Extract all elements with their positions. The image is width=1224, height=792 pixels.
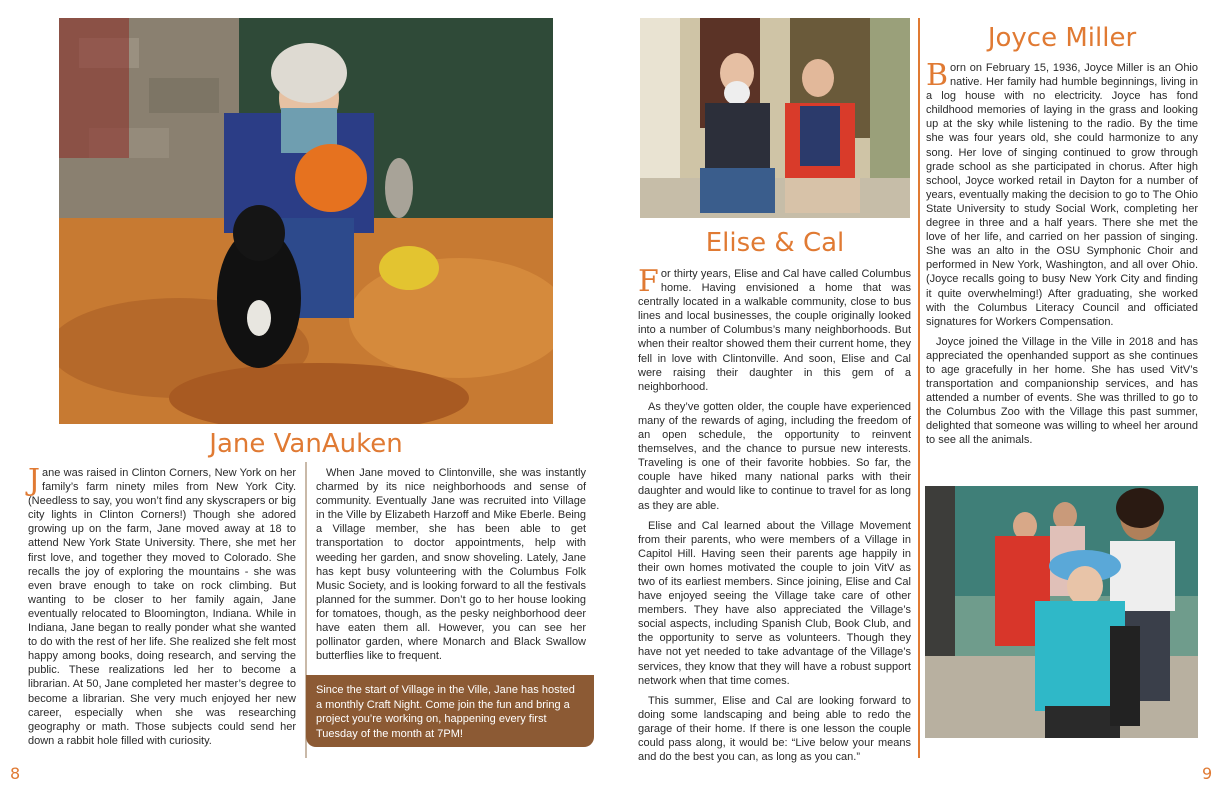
jane-title: Jane VanAuken bbox=[209, 429, 403, 459]
elise-cal-paragraph-4: This summer, Elise and Cal are looking forward to doing some landscaping and being able to redo the garage of their home. If there is one lesson the couple could pass along, it would be: “Live below your means and do the best you can, as long as you can.” bbox=[638, 694, 911, 764]
elise-cal-paragraph-3: Elise and Cal learned about the Village Movement from their parents, who were members of a Village in Capitol Hill. Having seen their parents age happily in their own homes motivated the couple to join VitV as two of its earliest members. Since joining, Elise and Cal have enjoyed seeing the Village take care of other members. They have also appreciated the Village’s social aspects, including Spanish Club, Book Club, and the opportunity to serve as volunteers. Though they have not yet needed to take advantage of the Village’s services, they know that they will have a robust support network when that time comes. bbox=[638, 519, 911, 687]
right-column-divider bbox=[918, 18, 920, 758]
joyce-column bbox=[926, 58, 1198, 454]
jane-photo bbox=[59, 18, 553, 424]
joyce-photo bbox=[925, 486, 1198, 738]
jane-column-2 bbox=[316, 466, 586, 669]
jane-paragraph-1: ane was raised in Clinton Corners, New York on her family’s farm ninety miles from New York City. (Needless to say, you won’t find any skyscrapers or big city lights in Clinton Corners!) Though she adored growing up on the farm, Jane moved away at 18 to attend New York State University. There, she met her first love, and together they moved to Colorado. She recalls the joy of exploring the mountains - she was even brave enough to take on rock climbing. But wanting to be closer to her family again, Jane eventually relocated to Bloomington, Indiana. While in Indiana, Jane began to really ponder what she wanted to do with the rest of her life. She realized she felt most happy among books, doing research, and serving the public. These realizations led her to become a librarian. At 50, Jane completed her master’s degree to become a librarian. She very much enjoyed her new career, especially when she was researching geography or math. Those subjects could send her down a rabbit hole filled with curiosity. bbox=[28, 467, 296, 747]
joyce-dropcap: B bbox=[926, 58, 949, 93]
elise-cal-photo bbox=[640, 18, 910, 218]
elise-cal-dropcap: F bbox=[638, 264, 659, 299]
jane-dropcap: J bbox=[28, 463, 41, 498]
elise-cal-title: Elise & Cal bbox=[705, 228, 845, 258]
jane-column-1 bbox=[28, 463, 296, 754]
craft-night-callout: Since the start of Village in the Ville, Jane has hosted a monthly Craft Night. Come join the fun and bring a project you’re working on, happening every first Tuesday of the month at 7PM! bbox=[306, 675, 594, 747]
joyce-title: Joyce Miller bbox=[987, 23, 1137, 53]
page-number-right: 9 bbox=[1202, 764, 1213, 783]
joyce-paragraph-2: Joyce joined the Village in the Ville in 2018 and has appreciated the openhanded support as she continues to age gracefully in her home. She has used VitV’s transportation and companionship services, and has attended a number of events. She was thrilled to go to the Columbus Zoo with the Village this past summer, delighted that someone was willing to wheel her around to see all the animals. bbox=[926, 335, 1198, 447]
jane-paragraph-2: When Jane moved to Clintonville, she was instantly charmed by its nice neighborhoods and sense of community. Eventually Jane was recruited into Village in the Ville by Elizabeth Harzoff and Mike Eberle. Being a Village member, she has been able to get transportation to doctor appointments, help with weeding her garden, and snow shoveling. Lately, Jane has kept busy volunteering with the Columbus Folk Music Society, and is looking forward to all the festivals planned for the summer. Don’t go to her house looking for tomatoes, though, as the pesky neighborhood deer have eaten them all. However, you can see her pollinator garden, where Monarch and Black Swallow butterflies like to frequent. bbox=[316, 467, 586, 663]
elise-cal-column bbox=[638, 264, 911, 770]
elise-cal-paragraph-1: or thirty years, Elise and Cal have called Columbus home. Having envisioned a home that was centrally located in a walkable community, close to bus lines and local businesses, the couple originally looked into a number of Columbus’s many neighborhoods. But when their realtor showed them their current home, they fell in love with Clintonville. And soon, Elise and Cal were raising their daughter in this gem of a neighborhood. bbox=[638, 268, 911, 393]
elise-cal-paragraph-2: As they’ve gotten older, the couple have experienced many of the rewards of aging, including the freedom of an open schedule, the opportunity to reinvent themselves, and the chance to pursue new interests. Traveling is one of their favorite hobbies. So far, the couple have hiked many national parks with their daughter and would like to continue to travel for as long as they are able. bbox=[638, 400, 911, 512]
page-number-left: 8 bbox=[10, 764, 21, 783]
joyce-paragraph-1: orn on February 15, 1936, Joyce Miller is an Ohio native. Her family had humble beginnings, living in a log house with no electricity. Joyce has fond childhood memories of laying in the grass and looking up at the sky while listening to the radio. By the time she was four years old, she could harmonize to any song. Her love of singing continued to grow through grade school as she participated in chorus. After high school, Joyce worked retail in Dayton for a number of years, eventually making the decision to go to The Ohio State University to study Social Work, completing her degree in three and a half years. There she met the love of her life, and carried on her passion of singing. She was an alto in the OSU Symphonic Choir and performed in New York, Washington, and all over Ohio. (Joyce recalls going to busy New York City and finding it quite overwhelming!) After graduating, she worked with the Columbus Literacy Council and officiated signatures for Workers Compensation. bbox=[926, 62, 1198, 328]
